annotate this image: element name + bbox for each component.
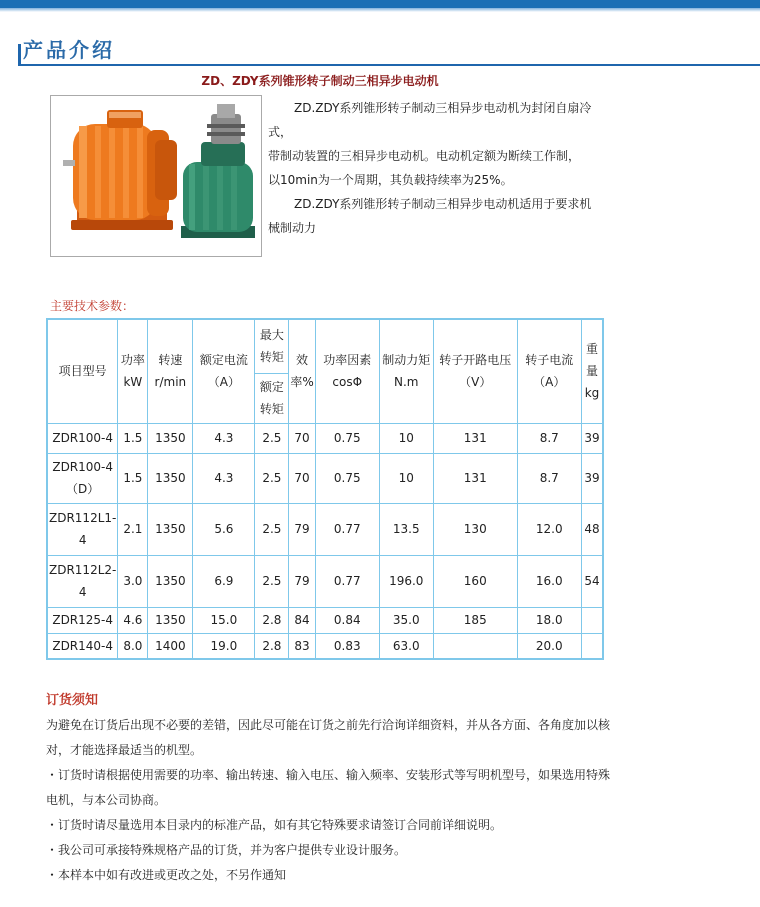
header-efficiency: 效率% [289, 319, 315, 423]
cell-model: ZDR140-4 [47, 633, 118, 659]
product-photo [50, 95, 262, 257]
cell-power: 8.0 [118, 633, 148, 659]
cell-weight [581, 633, 603, 659]
cell-speed: 1400 [148, 633, 193, 659]
cell-speed: 1350 [148, 423, 193, 453]
header-rotor-voltage: 转子开路电压（V） [433, 319, 517, 423]
order-line-4: ・我公司可承接特殊规格产品的订货，并为客户提供专业设计服务。 [46, 843, 407, 857]
cell-weight: 54 [581, 555, 603, 607]
cell-power-factor: 0.75 [315, 453, 379, 503]
table-header-row [47, 319, 603, 373]
order-line-3: ・订货时请尽量选用本目录内的标准产品，如有其它特殊要求请签订合同前详细说明。 [46, 818, 503, 832]
intro-line-1: ZD.ZDY系列锥形转子制动三相异步电动机为封闭自扇冷式， [268, 101, 592, 139]
cell-power-factor: 0.83 [315, 633, 379, 659]
cell-torque-ratio: 2.5 [255, 555, 289, 607]
cell-model: ZDR100-4（D） [47, 453, 118, 503]
product-intro [268, 96, 598, 240]
cell-rotor-current: 8.7 [517, 453, 581, 503]
cell-torque-ratio: 2.5 [255, 453, 289, 503]
cell-weight: 39 [581, 423, 603, 453]
header-speed: 转速 r/min [148, 319, 193, 423]
header-rated-torque: 额定转矩 [255, 373, 289, 423]
cell-power: 2.1 [118, 503, 148, 555]
cell-current: 15.0 [193, 607, 255, 633]
cell-weight: 39 [581, 453, 603, 503]
tech-params-label: 主要技术参数： [50, 299, 135, 313]
cell-power: 4.6 [118, 607, 148, 633]
header-power: 功率kW [118, 319, 148, 423]
intro-line-3: 以10min为一个周期，其负载持续率为25%。 [268, 173, 513, 187]
cell-current: 4.3 [193, 453, 255, 503]
cell-rotor-current: 18.0 [517, 607, 581, 633]
cell-rotor-current: 8.7 [517, 423, 581, 453]
header-max-torque: 最大转矩 [255, 319, 289, 373]
motor-illustration [51, 96, 261, 256]
header-power-factor: 功率因素 cosΦ [315, 319, 379, 423]
cell-brake-torque: 35.0 [379, 607, 433, 633]
table-row [47, 423, 603, 453]
cell-speed: 1350 [148, 607, 193, 633]
cell-speed: 1350 [148, 453, 193, 503]
cell-brake-torque: 10 [379, 423, 433, 453]
order-line-2: ・订货时请根据使用需要的功率、输出转速、输入电压、输入频率、安装形式等写明机型号，如果选用特殊电机，与本公司协商。 [46, 768, 611, 807]
cell-power: 1.5 [118, 423, 148, 453]
cell-model: ZDR112L1-4 [47, 503, 118, 555]
cell-weight [581, 607, 603, 633]
cell-power: 1.5 [118, 453, 148, 503]
header-brake-torque: 制动力矩N.m [379, 319, 433, 423]
cell-power-factor: 0.77 [315, 503, 379, 555]
cell-model: ZDR112L2-4 [47, 555, 118, 607]
cell-efficiency: 70 [289, 423, 315, 453]
cell-power-factor: 0.84 [315, 607, 379, 633]
header-model: 项目型号 [47, 319, 118, 423]
cell-rotor-current: 20.0 [517, 633, 581, 659]
intro-line-2: 带制动装置的三相异步电动机。电动机定额为断续工作制， [268, 149, 581, 163]
cell-torque-ratio: 2.5 [255, 423, 289, 453]
cell-brake-torque: 196.0 [379, 555, 433, 607]
intro-line-4: ZD.ZDY系列锥形转子制动三相异步电动机适用于要求机械制动力 [268, 197, 592, 235]
cell-rotor-voltage [433, 633, 517, 659]
cell-current: 6.9 [193, 555, 255, 607]
cell-speed: 1350 [148, 503, 193, 555]
table-row [47, 453, 603, 503]
cell-current: 4.3 [193, 423, 255, 453]
cell-weight: 48 [581, 503, 603, 555]
cell-rotor-voltage: 131 [433, 453, 517, 503]
top-bar-shade [0, 8, 760, 12]
cell-power: 3.0 [118, 555, 148, 607]
cell-efficiency: 83 [289, 633, 315, 659]
cell-brake-torque: 63.0 [379, 633, 433, 659]
order-notes [46, 688, 616, 888]
cell-model: ZDR125-4 [47, 607, 118, 633]
section-header [18, 26, 760, 66]
cell-rotor-voltage: 185 [433, 607, 517, 633]
order-line-5: ・本样本中如有改进或更改之处，不另作通知 [46, 868, 287, 882]
table-row [47, 633, 603, 659]
section-tick [18, 44, 21, 66]
cell-efficiency: 79 [289, 503, 315, 555]
cell-power-factor: 0.75 [315, 423, 379, 453]
header-weight: 重量kg [581, 319, 603, 423]
cell-rotor-current: 16.0 [517, 555, 581, 607]
cell-current: 19.0 [193, 633, 255, 659]
header-rotor-current: 转子电流 （A） [517, 319, 581, 423]
cell-model: ZDR100-4 [47, 423, 118, 453]
cell-speed: 1350 [148, 555, 193, 607]
cell-efficiency: 79 [289, 555, 315, 607]
section-title: 产品介绍 [23, 38, 115, 62]
cell-power-factor: 0.77 [315, 555, 379, 607]
product-title: ZD、ZDY系列锥形转子制动三相异步电动机 [201, 74, 439, 88]
section-underline [18, 64, 760, 66]
table-row [47, 503, 603, 555]
cell-efficiency: 70 [289, 453, 315, 503]
cell-torque-ratio: 2.8 [255, 633, 289, 659]
cell-rotor-voltage: 131 [433, 423, 517, 453]
cell-torque-ratio: 2.5 [255, 503, 289, 555]
cell-torque-ratio: 2.8 [255, 607, 289, 633]
top-bar [0, 0, 760, 8]
cell-rotor-voltage: 130 [433, 503, 517, 555]
cell-efficiency: 84 [289, 607, 315, 633]
table-row [47, 555, 603, 607]
cell-rotor-current: 12.0 [517, 503, 581, 555]
spec-table [46, 318, 604, 660]
order-line-1: 为避免在订货后出现不必要的差错，因此尽可能在订货之前先行洽询详细资料，并从各方面、各角度加以核对，才能选择最适当的机型。 [46, 718, 611, 757]
cell-brake-torque: 10 [379, 453, 433, 503]
cell-rotor-voltage: 160 [433, 555, 517, 607]
cell-current: 5.6 [193, 503, 255, 555]
table-row [47, 607, 603, 633]
header-current: 额定电流 （A） [193, 319, 255, 423]
cell-brake-torque: 13.5 [379, 503, 433, 555]
order-title: 订货须知 [46, 693, 99, 708]
